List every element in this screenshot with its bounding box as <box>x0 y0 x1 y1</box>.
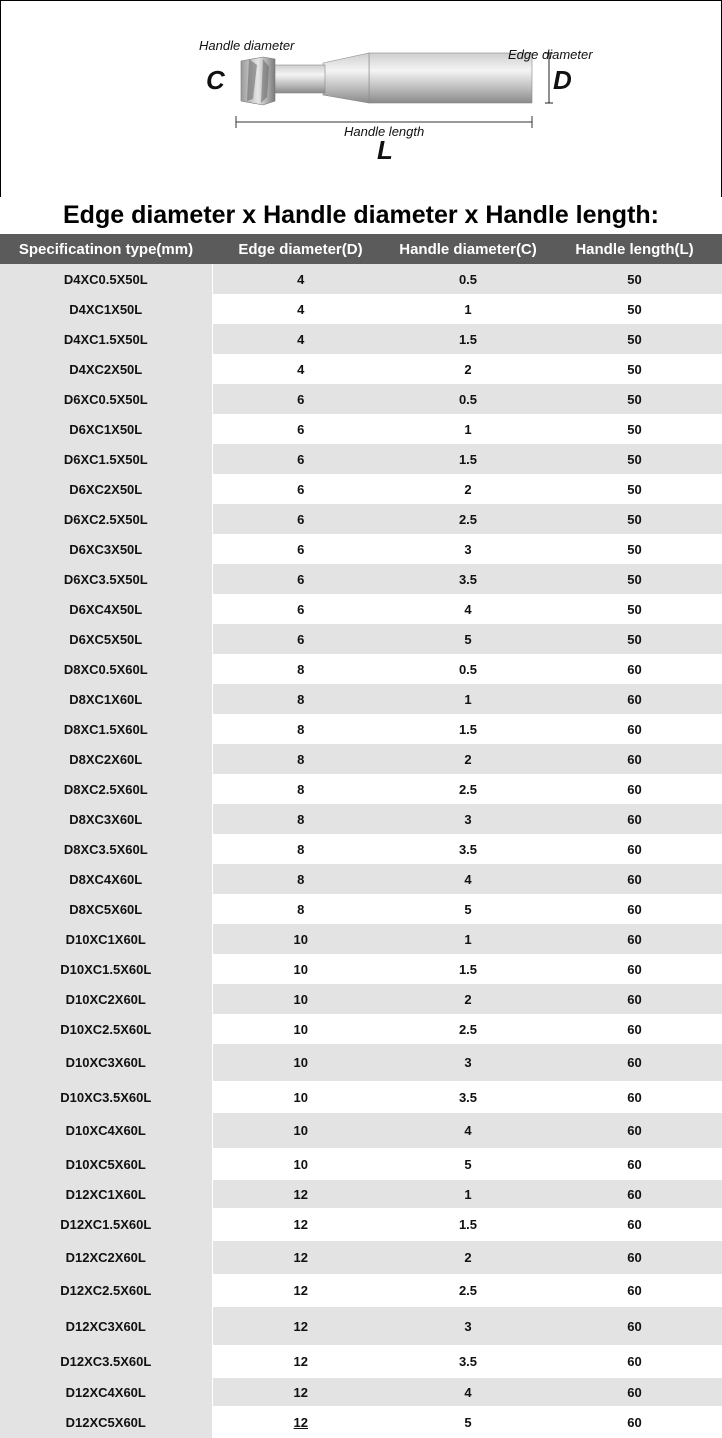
edge-diameter-cell: 4 <box>212 294 389 324</box>
handle-length-cell: 60 <box>547 714 722 744</box>
edge-diameter-cell: 6 <box>212 384 389 414</box>
handle-length-cell: 50 <box>547 414 722 444</box>
edge-diameter-cell: 10 <box>212 924 389 954</box>
edge-diameter-cell: 12 <box>212 1180 389 1208</box>
spec-cell: D12XC3X60L <box>0 1307 212 1345</box>
spec-cell: D8XC2.5X60L <box>0 774 212 804</box>
spec-cell: D10XC2.5X60L <box>0 1014 212 1044</box>
handle-diameter-cell: 1.5 <box>389 1208 547 1241</box>
table-row <box>0 1406 722 1438</box>
table-row <box>0 894 722 924</box>
spec-cell: D10XC1.5X60L <box>0 954 212 984</box>
handle-diameter-cell: 2 <box>389 354 547 384</box>
edge-diameter-cell: 10 <box>212 1081 389 1113</box>
table-row <box>0 474 722 504</box>
table-row <box>0 414 722 444</box>
handle-diameter-cell: 0.5 <box>389 384 547 414</box>
handle-diameter-cell: 1 <box>389 684 547 714</box>
handle-length-cell: 60 <box>547 834 722 864</box>
edge-diameter-cell: 12 <box>212 1241 389 1274</box>
edge-diameter-cell: 6 <box>212 414 389 444</box>
spec-cell: D12XC3.5X60L <box>0 1345 212 1378</box>
spec-cell: D10XC1X60L <box>0 924 212 954</box>
handle-length-cell: 60 <box>547 1406 722 1438</box>
handle-diameter-cell: 4 <box>389 1113 547 1148</box>
header-row <box>0 234 722 264</box>
handle-diameter-cell: 5 <box>389 1406 547 1438</box>
table-row <box>0 1180 722 1208</box>
handle-diameter-cell: 3.5 <box>389 564 547 594</box>
edge-diameter-cell: 6 <box>212 504 389 534</box>
header-handle-diameter: Handle diameter(C) <box>389 234 547 264</box>
edge-diameter-label: Edge diameter <box>508 47 593 62</box>
table-row <box>0 534 722 564</box>
edge-diameter-cell: 8 <box>212 744 389 774</box>
table-row <box>0 714 722 744</box>
edge-diameter-cell: 10 <box>212 1044 389 1081</box>
spec-cell: D6XC3.5X50L <box>0 564 212 594</box>
edge-diameter-cell: 6 <box>212 534 389 564</box>
edge-diameter-cell: 6 <box>212 444 389 474</box>
edge-diameter-cell: 4 <box>212 264 389 294</box>
handle-diameter-cell: 3 <box>389 534 547 564</box>
handle-diameter-cell: 0.5 <box>389 264 547 294</box>
handle-length-cell: 50 <box>547 324 722 354</box>
spec-cell: D8XC5X60L <box>0 894 212 924</box>
handle-length-cell: 60 <box>547 1208 722 1241</box>
table-row <box>0 834 722 864</box>
handle-diameter-cell: 2 <box>389 1241 547 1274</box>
handle-length-cell: 60 <box>547 1307 722 1345</box>
header-spec-type: Specificatinon type(mm) <box>0 234 212 264</box>
table-row <box>0 654 722 684</box>
spec-cell: D4XC2X50L <box>0 354 212 384</box>
handle-length-cell: 60 <box>547 744 722 774</box>
table-row <box>0 864 722 894</box>
handle-length-cell: 50 <box>547 294 722 324</box>
header-handle-length: Handle length(L) <box>547 234 722 264</box>
handle-diameter-cell: 4 <box>389 864 547 894</box>
table-row <box>0 624 722 654</box>
handle-diameter-cell: 4 <box>389 1378 547 1406</box>
handle-length-cell: 60 <box>547 894 722 924</box>
edge-diameter-cell: 8 <box>212 714 389 744</box>
handle-diameter-cell: 2 <box>389 984 547 1014</box>
handle-length-cell: 50 <box>547 384 722 414</box>
spec-cell: D6XC2X50L <box>0 474 212 504</box>
handle-length-cell: 60 <box>547 774 722 804</box>
handle-length-cell: 60 <box>547 804 722 834</box>
spec-cell: D12XC2.5X60L <box>0 1274 212 1307</box>
spec-cell: D6XC1X50L <box>0 414 212 444</box>
handle-length-cell: 60 <box>547 1378 722 1406</box>
handle-diameter-cell: 2 <box>389 744 547 774</box>
spec-cell: D8XC0.5X60L <box>0 654 212 684</box>
spec-cell: D12XC5X60L <box>0 1406 212 1438</box>
edge-diameter-cell: 10 <box>212 984 389 1014</box>
edge-diameter-cell: 8 <box>212 834 389 864</box>
handle-length-cell: 50 <box>547 624 722 654</box>
table-row <box>0 594 722 624</box>
handle-length-cell: 50 <box>547 594 722 624</box>
t-slot-end-mill-icon <box>1 1 721 197</box>
edge-diameter-symbol: D <box>553 65 572 95</box>
spec-cell: D4XC1.5X50L <box>0 324 212 354</box>
edge-diameter-cell: 10 <box>212 1148 389 1180</box>
handle-length-cell: 50 <box>547 534 722 564</box>
header-edge-diameter: Edge diameter(D) <box>212 234 389 264</box>
edge-diameter-cell: 12 <box>212 1274 389 1307</box>
handle-diameter-cell: 2 <box>389 474 547 504</box>
handle-length-cell: 50 <box>547 504 722 534</box>
edge-diameter-cell: 6 <box>212 624 389 654</box>
spec-cell: D10XC5X60L <box>0 1148 212 1180</box>
spec-cell: D6XC5X50L <box>0 624 212 654</box>
edge-diameter-cell: 8 <box>212 684 389 714</box>
table-row <box>0 954 722 984</box>
spec-cell: D8XC1.5X60L <box>0 714 212 744</box>
table-row <box>0 1081 722 1113</box>
table-row <box>0 504 722 534</box>
handle-length-cell: 60 <box>547 1113 722 1148</box>
handle-length-cell: 60 <box>547 1345 722 1378</box>
handle-length-cell: 60 <box>547 1014 722 1044</box>
table-row <box>0 1113 722 1148</box>
handle-diameter-cell: 3.5 <box>389 1081 547 1113</box>
handle-length-cell: 60 <box>547 1044 722 1081</box>
handle-diameter-cell: 1 <box>389 924 547 954</box>
edge-diameter-cell: 8 <box>212 654 389 684</box>
spec-cell: D12XC4X60L <box>0 1378 212 1406</box>
spec-cell: D6XC4X50L <box>0 594 212 624</box>
table-row <box>0 1307 722 1345</box>
handle-diameter-cell: 1 <box>389 1180 547 1208</box>
handle-diameter-cell: 1.5 <box>389 324 547 354</box>
spec-cell: D8XC2X60L <box>0 744 212 774</box>
spec-cell: D6XC3X50L <box>0 534 212 564</box>
handle-length-symbol: L <box>377 135 393 165</box>
edge-diameter-cell: 8 <box>212 894 389 924</box>
handle-diameter-cell: 2.5 <box>389 504 547 534</box>
table-row <box>0 1044 722 1081</box>
table-row <box>0 1148 722 1180</box>
handle-length-cell: 60 <box>547 1241 722 1274</box>
handle-length-cell: 60 <box>547 984 722 1014</box>
handle-diameter-cell: 5 <box>389 624 547 654</box>
handle-length-cell: 60 <box>547 1274 722 1307</box>
handle-length-cell: 60 <box>547 1148 722 1180</box>
spec-cell: D8XC3X60L <box>0 804 212 834</box>
table-row <box>0 294 722 324</box>
handle-diameter-cell: 5 <box>389 1148 547 1180</box>
table-row <box>0 924 722 954</box>
edge-diameter-cell: 10 <box>212 1113 389 1148</box>
product-diagram <box>0 0 722 198</box>
handle-length-cell: 60 <box>547 1180 722 1208</box>
handle-diameter-cell: 3 <box>389 1044 547 1081</box>
handle-diameter-cell: 4 <box>389 594 547 624</box>
table-row <box>0 1014 722 1044</box>
table-row <box>0 264 722 294</box>
handle-diameter-cell: 0.5 <box>389 654 547 684</box>
spec-cell: D12XC1X60L <box>0 1180 212 1208</box>
table-row <box>0 354 722 384</box>
handle-diameter-cell: 1.5 <box>389 444 547 474</box>
edge-diameter-cell: 12 <box>212 1345 389 1378</box>
table-row <box>0 1274 722 1307</box>
spec-cell: D8XC1X60L <box>0 684 212 714</box>
handle-length-cell: 50 <box>547 264 722 294</box>
handle-diameter-symbol: C <box>206 65 225 95</box>
edge-diameter-cell: 10 <box>212 954 389 984</box>
handle-diameter-cell: 1 <box>389 414 547 444</box>
table-row <box>0 744 722 774</box>
spec-cell: D6XC1.5X50L <box>0 444 212 474</box>
edge-diameter-cell: 6 <box>212 564 389 594</box>
spec-cell: D10XC2X60L <box>0 984 212 1014</box>
handle-diameter-cell: 3.5 <box>389 834 547 864</box>
spec-cell: D10XC3X60L <box>0 1044 212 1081</box>
handle-diameter-cell: 1.5 <box>389 954 547 984</box>
handle-length-label: Handle length <box>344 124 425 139</box>
table-row <box>0 984 722 1014</box>
edge-diameter-cell: 10 <box>212 1014 389 1044</box>
edge-diameter-cell: 8 <box>212 804 389 834</box>
spec-cell: D4XC0.5X50L <box>0 264 212 294</box>
table-body <box>0 264 722 1438</box>
handle-diameter-cell: 3 <box>389 804 547 834</box>
spec-cell: D8XC3.5X60L <box>0 834 212 864</box>
spec-cell: D12XC1.5X60L <box>0 1208 212 1241</box>
table-row <box>0 384 722 414</box>
handle-diameter-cell: 3.5 <box>389 1345 547 1378</box>
edge-diameter-cell: 8 <box>212 774 389 804</box>
edge-diameter-cell: 4 <box>212 324 389 354</box>
table-row <box>0 684 722 714</box>
handle-length-cell: 50 <box>547 354 722 384</box>
handle-diameter-cell: 3 <box>389 1307 547 1345</box>
spec-cell: D4XC1X50L <box>0 294 212 324</box>
handle-length-cell: 60 <box>547 654 722 684</box>
handle-length-cell: 50 <box>547 564 722 594</box>
edge-diameter-cell: 6 <box>212 474 389 504</box>
table-row <box>0 324 722 354</box>
spec-cell: D10XC4X60L <box>0 1113 212 1148</box>
spec-cell: D10XC3.5X60L <box>0 1081 212 1113</box>
handle-length-cell: 60 <box>547 924 722 954</box>
table-row <box>0 804 722 834</box>
spec-cell: D6XC2.5X50L <box>0 504 212 534</box>
table-row <box>0 774 722 804</box>
handle-length-cell: 60 <box>547 864 722 894</box>
handle-length-cell: 50 <box>547 444 722 474</box>
edge-diameter-cell: 12 <box>212 1406 389 1438</box>
table-row <box>0 1345 722 1378</box>
handle-diameter-cell: 1.5 <box>389 714 547 744</box>
handle-diameter-cell: 1 <box>389 294 547 324</box>
spec-cell: D6XC0.5X50L <box>0 384 212 414</box>
handle-length-cell: 60 <box>547 954 722 984</box>
table-row <box>0 1208 722 1241</box>
handle-diameter-cell: 5 <box>389 894 547 924</box>
handle-length-cell: 60 <box>547 1081 722 1113</box>
edge-diameter-cell: 6 <box>212 594 389 624</box>
table-row <box>0 444 722 474</box>
handle-diameter-cell: 2.5 <box>389 774 547 804</box>
spec-cell: D8XC4X60L <box>0 864 212 894</box>
handle-diameter-label: Handle diameter <box>199 38 295 53</box>
edge-diameter-cell: 8 <box>212 864 389 894</box>
handle-diameter-cell: 2.5 <box>389 1014 547 1044</box>
spec-table <box>0 234 722 1438</box>
handle-length-cell: 60 <box>547 684 722 714</box>
spec-cell: D12XC2X60L <box>0 1241 212 1274</box>
table-row <box>0 1241 722 1274</box>
handle-length-cell: 50 <box>547 474 722 504</box>
table-row <box>0 564 722 594</box>
table-row <box>0 1378 722 1406</box>
edge-diameter-cell: 4 <box>212 354 389 384</box>
handle-diameter-cell: 2.5 <box>389 1274 547 1307</box>
edge-diameter-cell: 12 <box>212 1307 389 1345</box>
edge-diameter-cell: 12 <box>212 1378 389 1406</box>
table-heading: Edge diameter x Handle diameter x Handle length: <box>0 197 722 234</box>
edge-diameter-cell: 12 <box>212 1208 389 1241</box>
